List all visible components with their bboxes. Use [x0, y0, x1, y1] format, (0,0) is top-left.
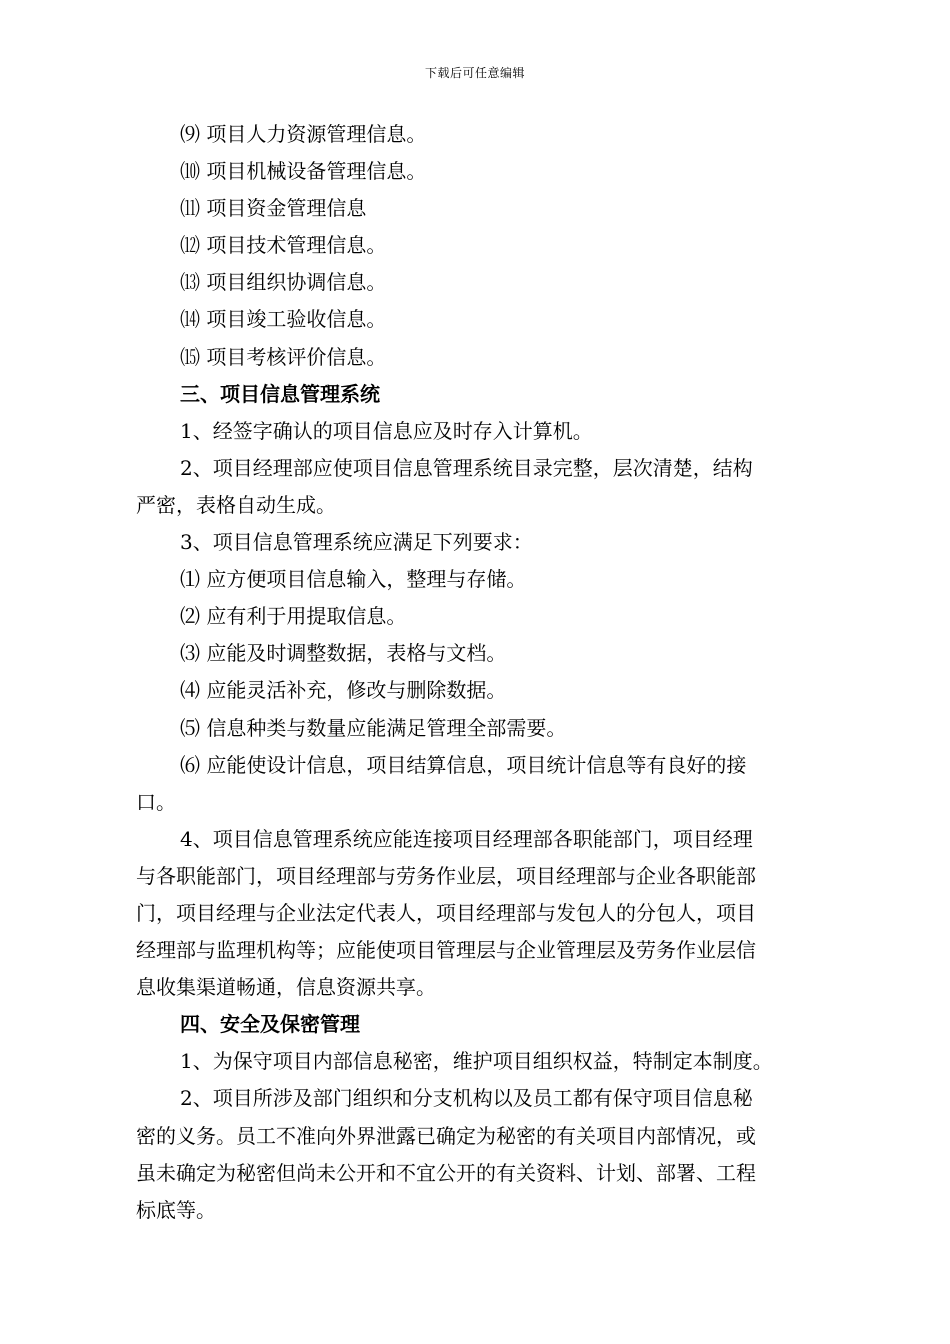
text-line: 2、项目经理部应使项目信息管理系统目录完整，层次清楚，结构: [180, 455, 753, 480]
text-line: 标底等。: [136, 1197, 216, 1222]
text-line: ⒀ 项目组织协调信息。: [180, 270, 387, 295]
text-line: 与各职能部门，项目经理部与劳务作业层，项目经理部与企业各职能部: [136, 863, 756, 888]
text-line: ⑽ 项目机械设备管理信息。: [180, 159, 427, 184]
text-line: ⑴ 应方便项目信息输入，整理与存储。: [180, 567, 527, 592]
text-line: 虽未确定为秘密但尚未公开和不宜公开的有关资料、计划、部署、工程: [136, 1160, 756, 1185]
text-line: 口。: [136, 789, 176, 814]
text-line: 2、项目所涉及部门组织和分支机构以及员工都有保守项目信息秘: [180, 1086, 753, 1111]
text-line: ⑶ 应能及时调整数据，表格与文档。: [180, 641, 507, 666]
text-line: ⒂ 项目考核评价信息。: [180, 344, 387, 369]
text-line: 密的义务。员工不准向外界泄露已确定为秘密的有关项目内部情况，或: [136, 1123, 756, 1148]
text-line: ⑵ 应有利于用提取信息。: [180, 604, 407, 629]
text-line: 4、项目信息管理系统应能连接项目经理部各职能部门，项目经理: [180, 826, 753, 851]
document-body: [136, 116, 826, 1229]
section-heading: 四、安全及保密管理: [180, 1012, 360, 1037]
text-line: ⑸ 信息种类与数量应能满足管理全部需要。: [180, 715, 567, 740]
text-line: 息收集渠道畅通，信息资源共享。: [136, 975, 436, 1000]
text-line: 1、为保守项目内部信息秘密，维护项目组织权益，特制定本制度。: [180, 1049, 773, 1074]
text-line: 经理部与监理机构等；应能使项目管理层与企业管理层及劳务作业层信: [136, 938, 756, 963]
page-header: 下载后可任意编辑: [424, 66, 525, 80]
text-line: ⑾ 项目资金管理信息: [180, 196, 367, 221]
text-line: ⑿ 项目技术管理信息。: [180, 233, 387, 258]
text-line: ⑼ 项目人力资源管理信息。: [180, 122, 427, 146]
text-line: 3、项目信息管理系统应满足下列要求：: [180, 530, 533, 555]
text-line: 严密，表格自动生成。: [136, 492, 336, 517]
section-heading: 三、项目信息管理系统: [180, 381, 380, 406]
text-line: 门，项目经理与企业法定代表人，项目经理部与发包人的分包人，项目: [136, 900, 756, 925]
text-line: ⒁ 项目竣工验收信息。: [180, 307, 387, 332]
text-line: ⑹ 应能使设计信息，项目结算信息，项目统计信息等有良好的接: [180, 752, 747, 777]
text-line: ⑷ 应能灵活补充，修改与删除数据。: [180, 678, 507, 703]
text-line: 1、经签字确认的项目信息应及时存入计算机。: [180, 418, 593, 443]
